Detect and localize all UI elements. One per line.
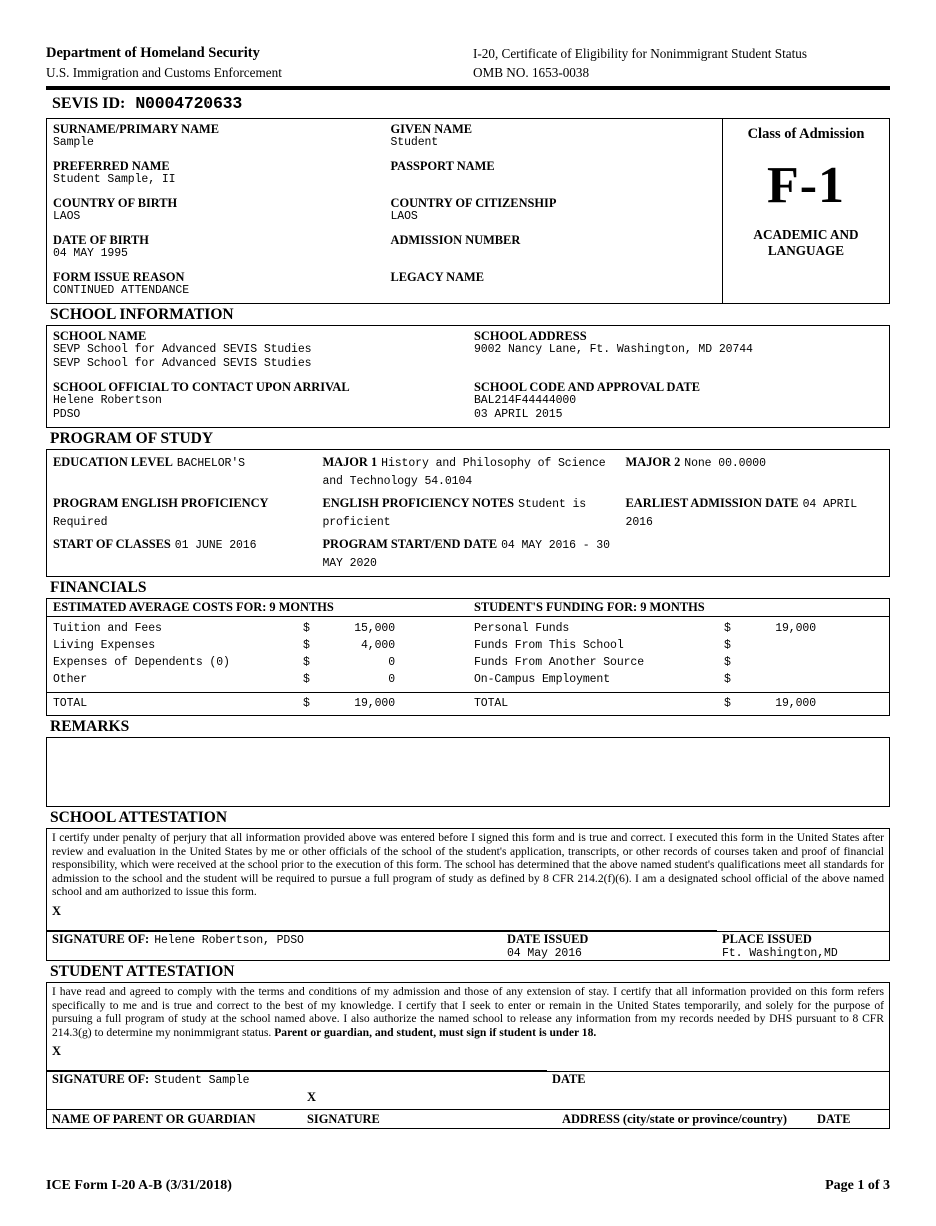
document-header [46,44,890,82]
school-signature-row [47,902,889,931]
student-signature-x-cell[interactable] [47,1042,547,1071]
date-issued-value: 04 May 2016 [507,946,582,960]
agency-subname: U.S. Immigration and Customs Enforcement [46,65,282,80]
start-of-classes-value: 01 JUNE 2016 [174,539,257,552]
major1-label: MAJOR 1 [322,455,378,469]
school-address-block [468,329,889,422]
surname-label: SURNAME/PRIMARY NAME [53,122,220,136]
english-notes-label: ENGLISH PROFICIENCY NOTES [322,496,515,510]
remarks-title: REMARKS [50,718,130,735]
funding-currency: $ [724,656,731,669]
parent-name-line [47,1087,302,1109]
surname-value: Sample [53,136,94,149]
omb-number: OMB NO. 1653-0038 [472,65,590,80]
school-attestation-box [46,828,890,961]
school-address-value: 9002 Nancy Lane, Ft. Washington, MD 20744 [474,343,753,356]
major1-line1: History and Philosophy of Science [381,457,606,470]
funding-total [468,693,889,715]
financials-headers [47,599,889,617]
cost-name: Living Expenses [53,639,156,652]
funding-line [474,620,889,637]
school-name-line1: SEVP School for Advanced SEVIS Studies [53,343,312,356]
student-signature-of-value: Student Sample [154,1074,250,1088]
parent-signature-line [302,1105,557,1109]
biographic-section [46,118,890,304]
funding-line [474,654,889,671]
program-dates-label: PROGRAM START/END DATE [322,537,498,551]
school-info-row [47,326,889,427]
program-row-3 [47,535,889,576]
student-signature-row [47,1042,889,1071]
parent-signature-row [47,1087,889,1109]
country-of-citizenship-value: LAOS [390,210,418,223]
school-signature-x: X [52,903,62,918]
biographic-fields [46,118,722,304]
parent-date-label: DATE [817,1112,851,1127]
date-issued-line [502,919,717,931]
costs-total-label: TOTAL [53,697,88,710]
field-major2 [620,453,889,489]
date-issued-label: DATE ISSUED [507,931,589,946]
student-signature-x: X [52,1044,62,1059]
parent-name-cell[interactable] [47,1087,302,1109]
class-of-admission-code: F-1 [766,157,846,214]
field-given-name [391,122,723,150]
field-passport-name [391,159,723,187]
cost-line [53,671,468,688]
student-date-line [547,1059,889,1071]
school-name-block [47,329,468,422]
school-official-label: SCHOOL OFFICIAL TO CONTACT UPON ARRIVAL [53,380,350,394]
parent-label-row [47,1109,889,1128]
school-name-line2: SEVP School for Advanced SEVIS Studies [53,357,312,370]
field-english-notes [316,494,619,530]
major1-line2: and Technology 54.0104 [322,475,473,488]
class-of-admission-sub-line1: ACADEMIC AND [753,227,859,242]
parent-signature-x-cell[interactable] [302,1088,557,1109]
cost-line [53,637,468,654]
date-of-birth-value: 04 MAY 1995 [53,247,128,260]
place-issued-line [717,919,889,931]
school-attestation-text: I certify under penalty of perjury that all information provided above was entered before I signed this form and is true and correct. I executed this form in the United States after review and evaluation in the United States by me or other officials of the school of the student's application, transcripts, or other records of courses taken and proof of financial responsibility, which were received at the school prior to the execution of this form. The school has determined that the above named student's qualifications meet all standards for admission to the school and the student will be required to pursue a full program of study as defined by 8 CFR 214.2(f)(6). I am a designated school official of the above named school and am authorized to issue this form. [52,831,884,899]
class-of-admission-sub-line2: LANGUAGE [767,243,845,258]
parent-signature-label: SIGNATURE [307,1112,380,1127]
field-school-code [474,380,889,422]
start-of-classes-label: START OF CLASSES [53,537,171,551]
country-of-citizenship-label: COUNTRY OF CITIZENSHIP [390,196,557,210]
form-issue-reason-label: FORM ISSUE REASON [53,270,185,284]
form-title-block [473,44,890,82]
field-major1 [316,453,619,489]
country-of-birth-label: COUNTRY OF BIRTH [53,196,178,210]
estimated-costs-header: ESTIMATED AVERAGE COSTS FOR: 9 MONTHS [53,600,334,614]
funding-amount: 19,000 [775,622,816,635]
cost-currency: $ [303,673,310,686]
preferred-name-value: Student Sample, II [53,173,176,186]
program-of-study-title: PROGRAM OF STUDY [50,430,214,447]
education-level-value: BACHELOR'S [176,457,245,470]
document-footer [46,1178,890,1194]
english-proficiency-label: PROGRAM ENGLISH PROFICIENCY [53,496,269,510]
funding-name: Funds From Another Source [474,656,645,669]
field-date-of-birth [53,233,385,261]
field-preferred-name [53,159,385,187]
student-attestation-text-main: I have read and agreed to comply with the terms and conditions of my admission and those of any extension of stay. I certify that all information provided on this form refers specifically to me and is true and correct to the best of my knowledge. I certify that I seek to enter or remain in the United States temporarily, and solely for the purpose of pursuing a full program of study at the school named above. I also authorize the named school to release any information from my records needed by DHS pursuant to 8 CFR 214.3(g) to determine my nonimmigrant status. [52,984,884,1039]
parent-date-label-cell [812,1110,889,1128]
field-school-address [474,329,889,371]
funding-total-currency: $ [724,697,731,710]
student-signature-of [52,1072,547,1087]
student-attestation-text [47,983,889,1042]
cost-currency: $ [303,622,310,635]
school-signature-of [52,932,502,947]
funding-amount [746,637,816,654]
parent-name-label: NAME OF PARENT OR GUARDIAN [52,1112,256,1127]
student-attestation-title: STUDENT ATTESTATION [50,962,235,980]
student-attestation-box [46,982,890,1129]
field-education-level [47,453,316,489]
education-level-label: EDUCATION LEVEL [53,455,173,469]
cost-currency: $ [303,656,310,669]
cost-name: Expenses of Dependents (0) [53,656,230,669]
country-of-birth-value: LAOS [53,210,81,223]
field-form-issue-reason [53,270,385,298]
school-attestation-label-row [47,931,889,960]
financials-title: FINANCIALS [50,579,147,596]
school-name-label: SCHOOL NAME [53,329,147,343]
sevis-id-value: N0004720633 [135,94,243,113]
major2-value: None 00.0000 [684,457,766,470]
earliest-admission-value: 04 APRIL 2016 [625,498,858,529]
program-of-study-box [46,449,890,577]
costs-total-currency: $ [303,697,310,710]
student-signature-line [47,1059,547,1071]
funding-name: Funds From This School [474,639,624,652]
funding-name: On-Campus Employment [474,673,611,686]
cost-amount: 0 [388,673,395,686]
student-date-label-cell [547,1072,889,1087]
field-country-of-citizenship [391,196,723,224]
form-id: ICE Form I-20 A-B (3/31/2018) [46,1178,232,1193]
field-legacy-name [391,270,723,298]
parent-address-label-cell [557,1110,812,1128]
costs-total-line [53,695,468,712]
school-approval-date: 03 APRIL 2015 [474,408,563,421]
agency-block [46,44,473,82]
school-address-spacer [474,357,889,371]
funding-currency: $ [724,622,731,635]
school-official-title: PDSO [53,408,81,421]
biographic-col-left [47,122,385,298]
class-of-admission-box [722,118,890,304]
page-number: Page 1 of 3 [825,1178,890,1193]
student-attestation-text-bold: Parent or guardian, and student, must sign if student is under 18. [274,1025,597,1039]
sevis-id-row [46,90,890,118]
costs-total [47,693,468,715]
date-issued-cell[interactable] [502,902,717,931]
funding-currency: $ [724,673,731,686]
remarks-value [47,738,889,746]
school-address-label: SCHOOL ADDRESS [474,329,587,343]
parent-signature-label-cell [302,1110,557,1128]
field-school-name [53,329,468,371]
remarks-box[interactable] [46,737,890,807]
funding-line [474,671,889,688]
school-information-title: SCHOOL INFORMATION [50,306,234,323]
parent-address-cell[interactable] [557,1087,889,1109]
date-issued-label-cell [502,932,717,960]
student-funding-header: STUDENT'S FUNDING FOR: 9 MONTHS [474,600,705,614]
passport-name-label: PASSPORT NAME [390,159,495,173]
cost-name: Tuition and Fees [53,622,162,635]
school-attestation-title: SCHOOL ATTESTATION [50,809,228,826]
sevis-id-label: SEVIS ID: [52,95,126,112]
cost-amount: 0 [388,656,395,669]
field-country-of-birth [53,196,385,224]
student-signature-label-row [47,1071,889,1087]
place-issued-cell[interactable] [717,902,889,931]
english-proficiency-value: Required [53,516,108,529]
cost-currency: $ [303,639,310,652]
school-signature-of-value: Helene Robertson, PDSO [154,933,304,947]
place-issued-value: Ft. Washington,MD [722,946,838,960]
student-signature-of-label: SIGNATURE OF: [52,1072,150,1087]
student-signature-of-cell [47,1072,547,1087]
form-issue-reason-value: CONTINUED ATTENDANCE [53,284,190,297]
school-official-name: Helene Robertson [53,394,162,407]
program-row-3-spacer [620,535,889,571]
parent-address-label: ADDRESS (city/state or province/country) [562,1112,787,1127]
funding-currency: $ [724,639,731,652]
field-school-official [53,380,468,422]
place-issued-label: PLACE ISSUED [722,931,812,946]
school-information-box [46,325,890,428]
field-program-dates [316,535,619,571]
field-start-of-classes [47,535,316,571]
admission-number-label: ADMISSION NUMBER [390,233,521,247]
place-issued-label-cell [717,932,889,960]
funding-name: Personal Funds [474,622,570,635]
legacy-name-label: LEGACY NAME [390,270,485,284]
funding-amount [746,671,816,688]
student-date-cell[interactable] [547,1042,889,1071]
funding-total-amount: 19,000 [775,697,816,710]
form-title: I-20, Certificate of Eligibility for Nonimmigrant Student Status [472,46,807,61]
parent-name-label-cell [47,1110,302,1128]
student-date-label: DATE [552,1072,586,1087]
legacy-name-value [391,284,723,298]
school-signature-of-cell [47,932,502,960]
field-surname [53,122,385,150]
program-row-2 [47,494,889,535]
english-notes-value: Student is proficient [322,498,587,529]
class-of-admission-title: Class of Admission [747,126,865,142]
financials-lines [47,617,889,692]
admission-number-value [391,247,723,261]
funding-total-label: TOTAL [474,697,509,710]
biographic-col-right [385,122,723,298]
parent-address-line [557,1087,889,1109]
cost-line [53,620,468,637]
school-signature-x-cell[interactable] [47,902,502,931]
field-english-proficiency [47,494,316,530]
earliest-admission-label: EARLIEST ADMISSION DATE [625,496,799,510]
agency-name: Department of Homeland Security [46,45,260,61]
given-name-label: GIVEN NAME [390,122,473,136]
date-of-birth-label: DATE OF BIRTH [53,233,149,247]
costs-column [47,617,468,692]
costs-total-amount: 19,000 [354,697,395,710]
financials-box [46,598,890,716]
cost-amount: 4,000 [360,639,395,652]
funding-amount [746,654,816,671]
program-dates-value: 04 MAY 2016 - 30 MAY 2020 [322,539,610,570]
parent-signature-x: X [307,1090,317,1105]
passport-name-value [391,173,723,187]
school-code-value: BAL214F44444000 [474,394,577,407]
school-signature-line [47,919,502,931]
school-code-label: SCHOOL CODE AND APPROVAL DATE [474,380,701,394]
funding-column [468,617,889,692]
school-signature-of-label: SIGNATURE OF: [52,931,150,946]
major2-label: MAJOR 2 [625,455,681,469]
funding-line [474,637,889,654]
financials-totals [47,692,889,715]
program-row-1 [47,450,889,494]
field-admission-number [391,233,723,261]
cost-line [53,654,468,671]
given-name-value: Student [390,136,439,149]
funding-total-line [474,695,889,712]
field-earliest-admission [620,494,889,530]
preferred-name-label: PREFERRED NAME [53,159,170,173]
cost-name: Other [53,673,88,686]
cost-amount: 15,000 [354,622,395,635]
